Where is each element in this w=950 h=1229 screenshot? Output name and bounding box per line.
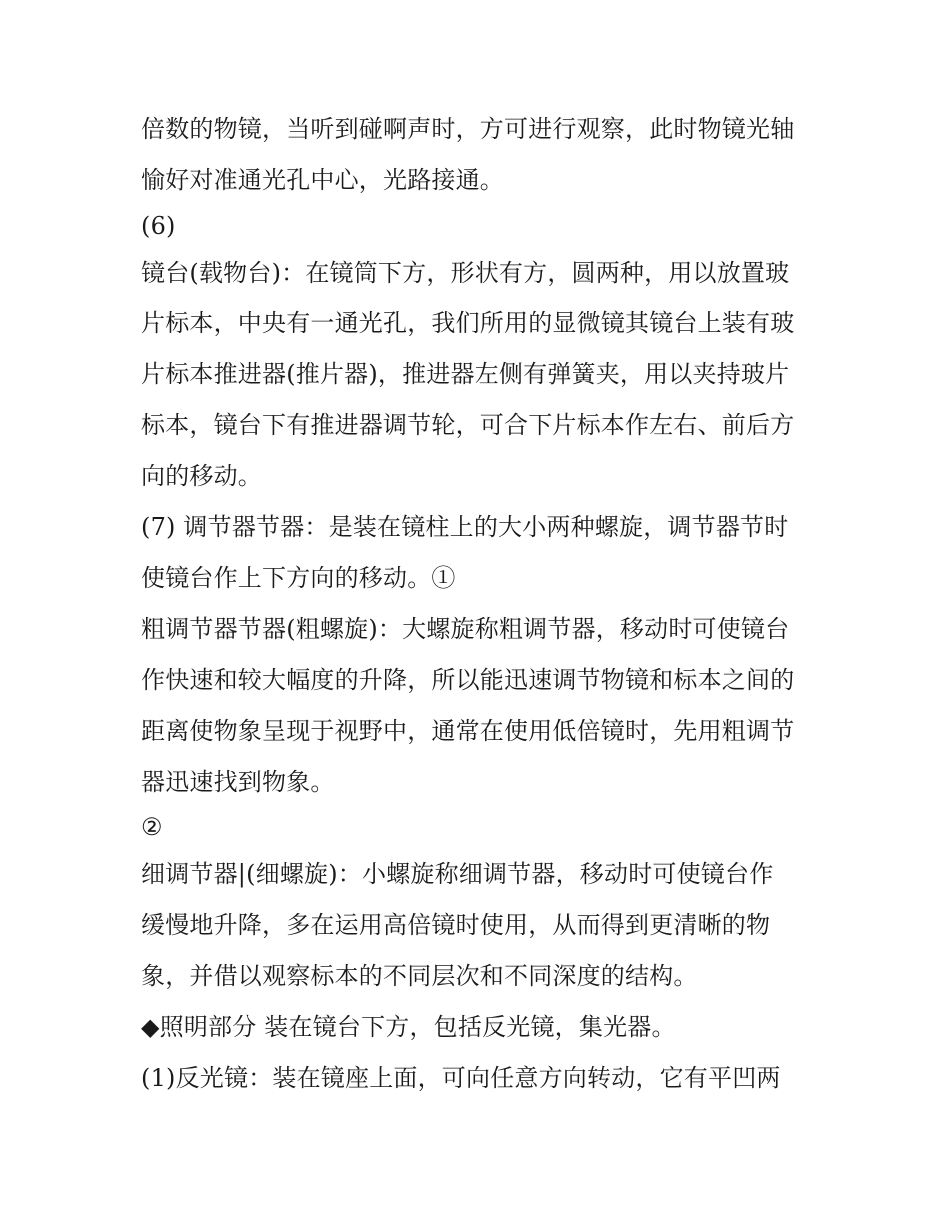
text-line-2: 愉好对准通光孔中心，光路接通。	[141, 166, 504, 194]
text-line-coarse-3: 距离使物象呈现于视野中，通常在使用低倍镜时，先用粗调节	[141, 717, 795, 745]
section-heading-illumination: ◆照明部分 装在镜台下方，包括反光镜，集光器。	[141, 1013, 676, 1041]
text-line-stage-1: 镜台(载物台)：在镜筒下方，形状有方，圆两种，用以放置玻	[141, 259, 790, 287]
text-line-1: 倍数的物镜，当听到碰啊声时，方可进行观察，此时物镜光轴	[141, 115, 795, 143]
text-line-mirror-1: (1)反光镜：装在镜座上面，可向任意方向转动，它有平凹两	[141, 1064, 781, 1092]
circled-number-2: ②	[141, 813, 163, 841]
text-line-stage-4: 标本，镜台下有推进器调节轮，可合下片标本作左右、前后方	[141, 411, 795, 439]
text-line-coarse-4: 器迅速找到物象。	[141, 768, 335, 796]
text-line-fine-3: 象，并借以观察标本的不同层次和不同深度的结构。	[141, 962, 698, 990]
text-line-stage-5: 向的移动。	[141, 462, 262, 490]
text-line-coarse-1: 粗调节器节器(粗螺旋)：大螺旋称粗调节器，移动时可使镜台	[141, 615, 790, 643]
section-number-6: (6)	[141, 212, 176, 240]
text-line-adjuster-1: 使镜台作上下方向的移动。①	[141, 564, 456, 592]
text-line-coarse-2: 作快速和较大幅度的升降，所以能迅速调节物镜和标本之间的	[141, 666, 795, 694]
section-heading-7: (7) 调节器节器：是装在镜柱上的大小两种螺旋，调节器节时	[141, 513, 789, 541]
text-line-stage-3: 片标本推进器(推片器)，推进器左侧有弹簧夹，用以夹持玻片	[141, 360, 790, 388]
text-line-stage-2: 片标本，中央有一通光孔，我们所用的显微镜其镜台上装有玻	[141, 309, 795, 337]
text-line-fine-1: 细调节器|(细螺旋)：小螺旋称细调节器，移动时可使镜台作	[141, 860, 774, 888]
text-line-fine-2: 缓慢地升降，多在运用高倍镜时使用，从而得到更清晰的物	[141, 911, 771, 939]
